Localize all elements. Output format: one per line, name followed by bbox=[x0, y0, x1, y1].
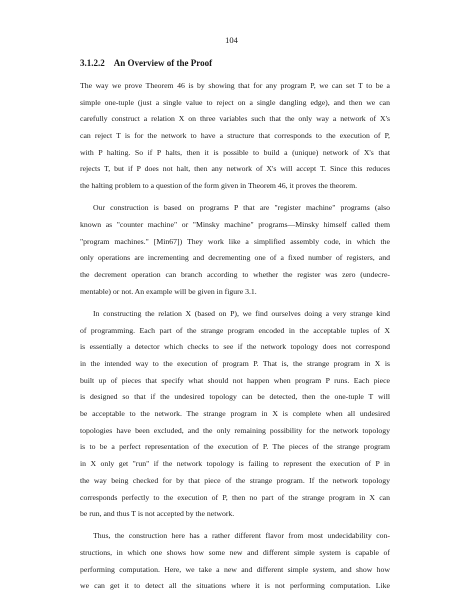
text-line: known as "counter machine" or "Minsky machine" programs—Minsky himself called them bbox=[80, 220, 390, 229]
text-line: be acceptable to the network. The strange program in X is complete when all undesired bbox=[80, 409, 390, 419]
text-line: can reject T is for the network to have a structure that corresponds to the execution of P, bbox=[80, 131, 390, 141]
text-line: carefully construct a relation X on three variables such that the only way a network of X's bbox=[80, 114, 390, 124]
text-line: of programming. Each part of the strange program encoded in the acceptable tuples of X bbox=[80, 325, 390, 335]
paragraph-3 bbox=[80, 306, 390, 523]
text-line: topologies have been excluded, and the only remaining possibility for the network topology bbox=[80, 425, 390, 435]
text-line: only operations are incrementing and decrementing one of a fixed number of registers, and bbox=[80, 253, 390, 263]
section-heading bbox=[80, 58, 390, 68]
text-line: built up of pieces that specify what should not happen when program P runs. Each piece bbox=[80, 375, 390, 385]
text-line: The way we prove Theorem 46 is by showing that for any program P, we can set T to be a bbox=[80, 81, 390, 90]
text-line: rejects T, but if P does not halt, then any network of X's will accept T. Since this reduces bbox=[80, 164, 390, 174]
paragraph-1 bbox=[80, 78, 390, 195]
text-line: performing computation. Here, we take a new and different simple system, and show how bbox=[80, 564, 390, 574]
text-line: Our construction is based on programs P that are "register machine" programs (also bbox=[93, 203, 390, 213]
text-line: the halting problem to a question of the form given in Theorem 46, it proves the theorem. bbox=[80, 181, 358, 191]
text-line: mentable) or not. An example will be given in figure 3.1. bbox=[80, 286, 257, 296]
text-line: In constructing the relation X (based on P), we find ourselves doing a very strange kind bbox=[93, 308, 390, 318]
paragraph-2 bbox=[80, 200, 390, 300]
text-line: structions, in which one shows how some new and different simple system is capable of bbox=[80, 548, 390, 558]
text-line: simple one-tuple (just a single value to reject on a single dangling edge), and then we can bbox=[80, 97, 390, 107]
text-line: is essentially a detector which checks to see if the network topology does not correspond bbox=[80, 342, 390, 352]
text-line: in the intended way to the execution of program P. That is, the strange program in X is bbox=[80, 359, 390, 368]
text-line: "program machines." [Min67]) They work like a simplified assembly code, in which the bbox=[80, 236, 390, 246]
text-line: the decrement operation can branch according to whether the register was zero (undecre- bbox=[80, 270, 390, 280]
text-line: the way being checked for by that piece of the strange program. If the network topology bbox=[80, 475, 390, 485]
text-line: corresponds perfectly to the execution of P, then no part of the strange program in X can bbox=[80, 492, 390, 502]
text-line: with P halting. So if P halts, then it is possible to build a (unique) network of X's that bbox=[80, 147, 390, 157]
text-line: is to be a perfect representation of the execution of P. The pieces of the strange program bbox=[80, 442, 390, 452]
text-line: we can get it to detect all the situations where it is not performing computation. Like bbox=[80, 581, 390, 591]
paragraph-4 bbox=[80, 528, 390, 595]
text-line: be run, and thus T is not accepted by the network. bbox=[80, 509, 235, 519]
body-text bbox=[80, 78, 390, 601]
text-line: is designed so that if the undesired topology can be detected, then the one-tuple T will bbox=[80, 392, 390, 402]
text-line: Thus, the construction here has a rather different flavor from most undecidability con- bbox=[93, 531, 390, 541]
section-number: 3.1.2.2 bbox=[80, 58, 105, 68]
text-line: in X only get "run" if the network topology is failing to represent the execution of P in bbox=[80, 459, 390, 469]
page-number: 104 bbox=[225, 35, 238, 45]
section-title: An Overview of the Proof bbox=[113, 58, 213, 68]
